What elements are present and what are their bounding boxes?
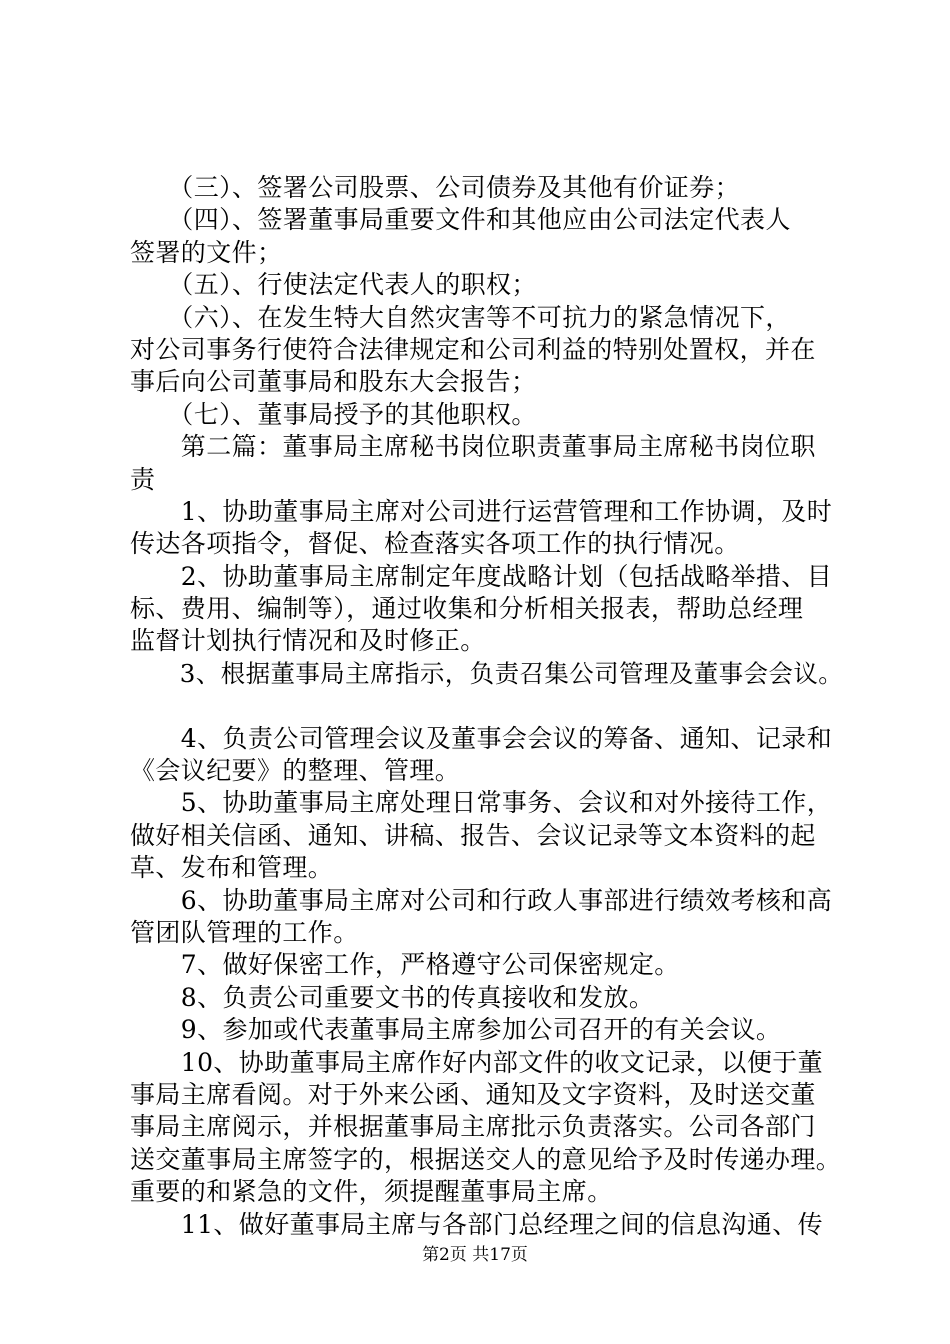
text-line: 2、协助董事局主席制定年度战略计划（包括战略举措、目 — [130, 561, 833, 591]
text-line: （六）、在发生特大自然灾害等不可抗力的紧急情况下， — [130, 302, 791, 332]
text-line: 7、做好保密工作，严格遵守公司保密规定。 — [130, 950, 680, 980]
text-line: 5、协助董事局主席处理日常事务、会议和对外接待工作， — [130, 788, 833, 818]
text-line: 监督计划执行情况和及时修正。 — [130, 626, 486, 656]
text-line: （七）、董事局授予的其他职权。 — [130, 399, 537, 429]
text-line: 6、协助董事局主席对公司和行政人事部进行绩效考核和高 — [130, 885, 833, 915]
text-line: （五）、行使法定代表人的职权； — [130, 270, 537, 300]
text-line: 3、根据董事局主席指示，负责召集公司管理及董事会会议。 — [130, 658, 844, 688]
text-line: 签署的文件； — [130, 237, 283, 267]
text-line: 对公司事务行使符合法律规定和公司利益的特别处置权，并在 — [130, 334, 816, 364]
text-line: 4、负责公司管理会议及董事会会议的筹备、通知、记录和 — [130, 723, 833, 753]
blank-line — [130, 690, 850, 722]
text-line: 8、负责公司重要文书的传真接收和发放。 — [130, 982, 655, 1012]
text-line: 11、做好董事局主席与各部门总经理之间的信息沟通、传 — [130, 1209, 824, 1239]
text-line: 9、参加或代表董事局主席参加公司召开的有关会议。 — [130, 1015, 782, 1045]
text-line: 1、协助董事局主席对公司进行运营管理和工作协调，及时 — [130, 496, 833, 526]
text-line: 事后向公司董事局和股东大会报告； — [130, 367, 537, 397]
text-line: 送交董事局主席签字的，根据送交人的意见给予及时传递办理。 — [130, 1144, 842, 1174]
text-line: 传达各项指令，督促、检查落实各项工作的执行情况。 — [130, 529, 740, 559]
section-heading: 责 — [130, 464, 156, 494]
text-line: 10、协助董事局主席作好内部文件的收文记录，以便于董 — [130, 1047, 824, 1077]
text-line: （三）、签署公司股票、公司债券及其他有价证券； — [130, 173, 741, 202]
text-line: 《会议纪要》的整理、管理。 — [130, 756, 461, 786]
section-heading: 第二篇：董事局主席秘书岗位职责董事局主席秘书岗位职 — [130, 432, 816, 462]
text-line: 管团队管理的工作。 — [130, 917, 359, 947]
text-line: 事局主席看阅。对于外来公函、通知及文字资料，及时送交董 — [130, 1079, 816, 1109]
text-line: 事局主席阅示，并根据董事局主席批示负责落实。公司各部门 — [130, 1112, 816, 1142]
text-line: 做好相关信函、通知、讲稿、报告、会议记录等文本资料的起 — [130, 820, 816, 850]
text-line: 草、发布和管理。 — [130, 853, 334, 883]
text-line: （四）、签署董事局重要文件和其他应由公司法定代表人 — [130, 205, 791, 235]
text-line: 标、费用、编制等），通过收集和分析相关报表，帮助总经理 — [130, 594, 804, 624]
page-number-footer: 第2页 共17页 — [422, 1245, 528, 1265]
document-body — [130, 172, 850, 1241]
text-line: 重要的和紧急的文件，须提醒董事局主席。 — [130, 1177, 613, 1207]
